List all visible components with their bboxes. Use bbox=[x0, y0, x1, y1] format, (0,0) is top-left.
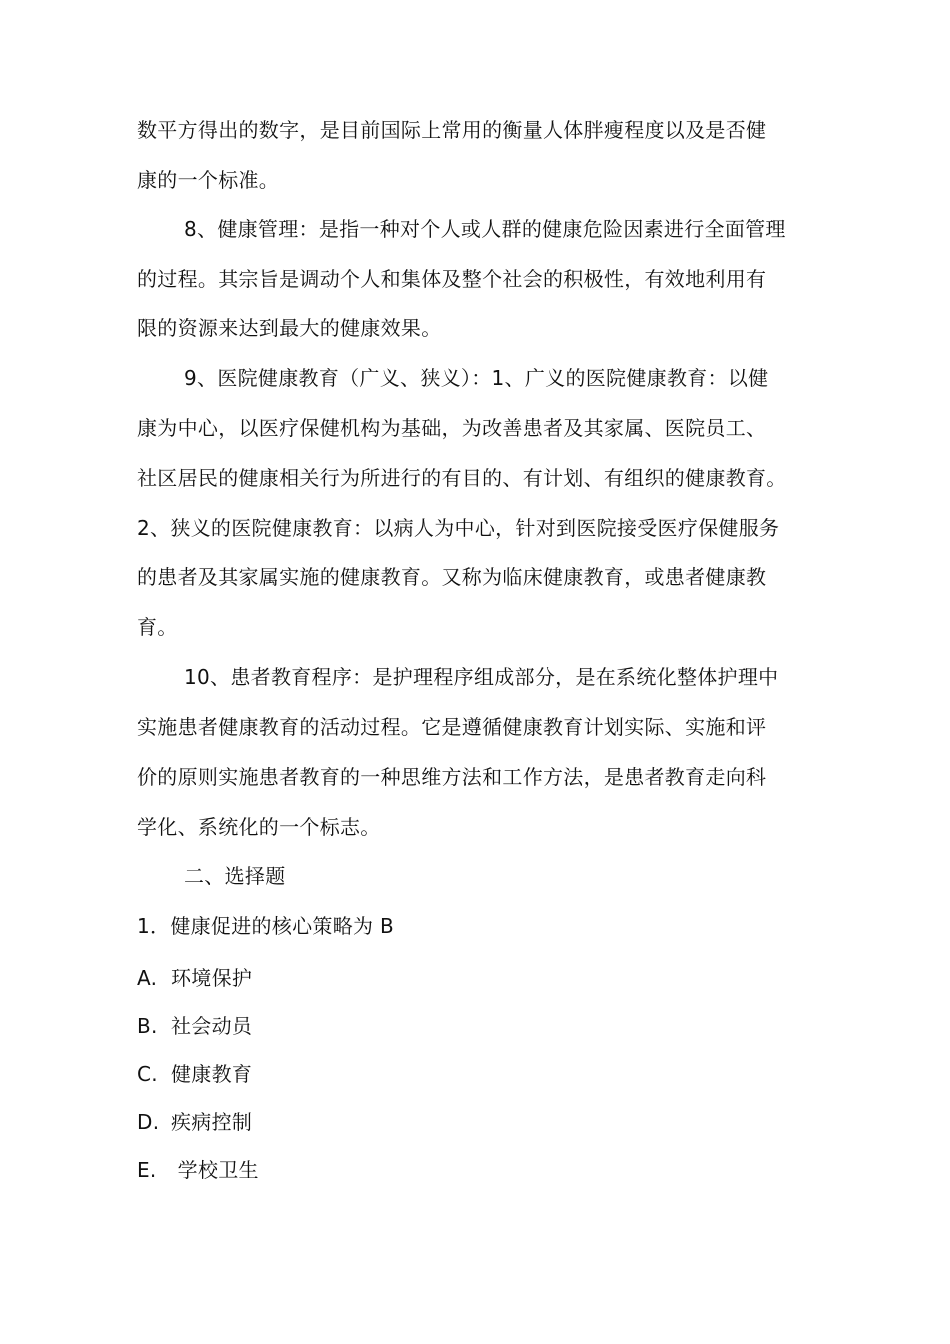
option-letter: A. bbox=[137, 966, 158, 990]
paragraph-line: 数平方得出的数字，是目前国际上常用的衡量人体胖瘦程度以及是否健 bbox=[137, 118, 767, 142]
paragraph-line: 社区居民的健康相关行为所进行的有目的、有计划、有组织的健康教育。 bbox=[137, 466, 787, 490]
paragraph-line: 育。 bbox=[137, 615, 178, 639]
paragraph-line: 8、健康管理：是指一种对个人或人群的健康危险因素进行全面管理 bbox=[184, 217, 786, 241]
paragraph-line: 康的一个标准。 bbox=[137, 168, 280, 192]
paragraph-line: 10、患者教育程序：是护理程序组成部分，是在系统化整体护理中 bbox=[184, 665, 779, 689]
option-b bbox=[137, 1013, 252, 1039]
question-text: 1．健康促进的核心策略为 B bbox=[137, 914, 395, 938]
option-e bbox=[137, 1157, 259, 1183]
option-letter: C. bbox=[137, 1062, 158, 1086]
option-text: 环境保护 bbox=[171, 966, 253, 990]
paragraph-line: 限的资源来达到最大的健康效果。 bbox=[137, 316, 442, 340]
option-letter: D. bbox=[137, 1110, 160, 1134]
option-text: 健康教育 bbox=[171, 1062, 253, 1086]
paragraph-line: 的过程。其宗旨是调动个人和集体及整个社会的积极性，有效地利用有 bbox=[137, 267, 767, 291]
paragraph-line: 康为中心，以医疗保健机构为基础，为改善患者及其家属、医院员工、 bbox=[137, 416, 767, 440]
option-text: 疾病控制 bbox=[171, 1110, 253, 1134]
section-heading: 二、选择题 bbox=[184, 864, 286, 888]
paragraph-line: 价的原则实施患者教育的一种思维方法和工作方法，是患者教育走向科 bbox=[137, 765, 767, 789]
paragraph-line: 的患者及其家属实施的健康教育。又称为临床健康教育，或患者健康教 bbox=[137, 565, 767, 589]
option-letter: E. bbox=[137, 1158, 157, 1182]
option-letter: B. bbox=[137, 1014, 158, 1038]
paragraph-line: 学化、系统化的一个标志。 bbox=[137, 815, 381, 839]
option-a bbox=[137, 965, 252, 991]
paragraph-line: 2、狭义的医院健康教育：以病人为中心，针对到医院接受医疗保健服务 bbox=[137, 516, 780, 540]
paragraph-line: 实施患者健康教育的活动过程。它是遵循健康教育计划实际、实施和评 bbox=[137, 715, 767, 739]
paragraph-line: 9、医院健康教育（广义、狭义）：1、广义的医院健康教育：以健 bbox=[184, 366, 769, 390]
option-d bbox=[137, 1109, 252, 1135]
option-text: 社会动员 bbox=[171, 1014, 253, 1038]
option-text: 学校卫生 bbox=[171, 1158, 259, 1182]
option-c bbox=[137, 1061, 252, 1087]
